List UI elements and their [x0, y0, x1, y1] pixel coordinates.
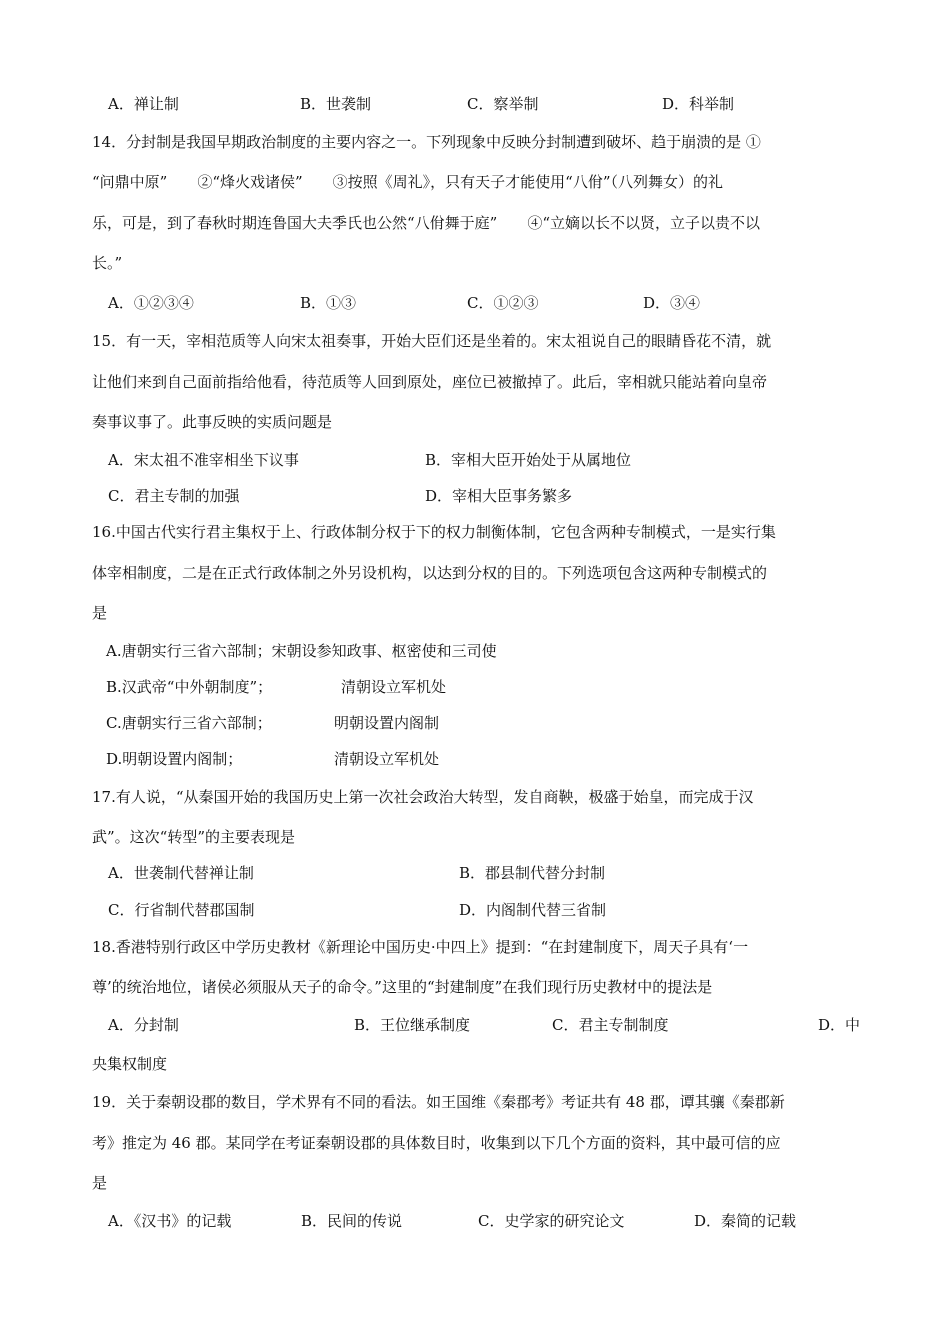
- q16-option-a: A.唐朝实行三省六部制；宋朝设参知政事、枢密使和三司使: [106, 642, 497, 660]
- q14-option-a: A．①②③④: [108, 294, 194, 312]
- q19-option-d: D．秦简的记载: [694, 1212, 797, 1230]
- q18-option-d-continued: 央集权制度: [92, 1055, 168, 1073]
- q15-option-c: C．君主专制的加强: [108, 487, 240, 505]
- q14-option-d: D．③④: [643, 294, 701, 312]
- q18-option-a: A．分封制: [108, 1016, 179, 1034]
- q16-option-b: B.汉武帝“中外朝制度”；: [106, 678, 273, 696]
- q14-stem-line-3: 乐，可是，到了春秋时期连鲁国大夫季氏也公然“八佾舞于庭” ④“立嫡以长不以贤，立子以贵不以: [92, 214, 761, 232]
- q19-stem-line-3: 是: [92, 1174, 108, 1192]
- q16-stem-line-1: 16.中国古代实行君主集权于上、行政体制分权于下的权力制衡体制，它包含两种专制模式，一是实行集: [92, 523, 776, 541]
- q17-option-b: B．郡县制代替分封制: [459, 864, 606, 882]
- q13-option-d: D．科举制: [662, 95, 735, 113]
- q16-stem-line-2: 体宰相制度，二是在正式行政体制之外另设机构，以达到分权的目的。下列选项包含这两种专制模式的: [92, 564, 768, 582]
- q19-option-a: A．《汉书》的记载: [108, 1212, 232, 1230]
- q17-stem-line-1: 17.有人说，“从秦国开始的我国历史上第一次社会政治大转型，发自商鞅，极盛于始皇，而完成于汉: [92, 788, 754, 806]
- q14-stem-line-4: 长。”: [92, 254, 123, 272]
- q16-option-c: C.唐朝实行三省六部制；: [106, 714, 272, 732]
- q14-stem-line-2: “问鼎中原” ②“烽火戏诸侯” ③按照《周礼》，只有天子才能使用“八佾”（八列舞女）的礼: [92, 173, 724, 191]
- q14-option-b: B．①③: [300, 294, 357, 312]
- q16-option-b-part2: 清朝设立军机处: [341, 678, 447, 696]
- q16-option-d: D.明朝设置内阁制；: [106, 750, 243, 768]
- q16-option-d-part2: 清朝设立军机处: [334, 750, 440, 768]
- q17-stem-line-2: 武”。这次“转型”的主要表现是: [92, 828, 296, 846]
- q13-option-c: C．察举制: [467, 95, 539, 113]
- q16-option-c-part2: 明朝设置内阁制: [334, 714, 440, 732]
- q18-option-b: B．王位继承制度: [354, 1016, 471, 1034]
- q17-option-c: C．行省制代替郡国制: [108, 901, 255, 919]
- q15-stem-line-1: 15．有一天，宰相范质等人向宋太祖奏事，开始大臣们还是坐着的。宋太祖说自己的眼睛昏花不清，就: [92, 332, 772, 350]
- q19-option-b: B．民间的传说: [301, 1212, 403, 1230]
- q17-option-a: A．世袭制代替禅让制: [108, 864, 254, 882]
- q19-stem-line-2: 考》推定为 46 郡。某同学在考证秦朝设郡的具体数目时，收集到以下几个方面的资料，其中最可信的应: [92, 1134, 781, 1152]
- q14-option-c: C．①②③: [467, 294, 539, 312]
- q18-option-d: D．中: [818, 1016, 861, 1034]
- q16-stem-line-3: 是: [92, 604, 108, 622]
- q15-stem-line-2: 让他们来到自己面前指给他看，待范质等人回到原处，座位已被撤掉了。此后，宰相就只能站着向皇帝: [92, 373, 768, 391]
- q19-stem-line-1: 19．关于秦朝设郡的数目，学术界有不同的看法。如王国维《秦郡考》考证共有 48 郡，谭其骧《秦郡新: [92, 1093, 785, 1111]
- q15-option-d: D．宰相大臣事务繁多: [425, 487, 573, 505]
- q18-option-c: C．君主专制制度: [552, 1016, 669, 1034]
- q15-option-a: A．宋太祖不准宰相坐下议事: [108, 451, 299, 469]
- q17-option-d: D．内阁制代替三省制: [459, 901, 607, 919]
- q14-stem-line-1: 14．分封制是我国早期政治制度的主要内容之一。下列现象中反映分封制遭到破坏、趋于崩溃的是 ①: [92, 133, 761, 151]
- q15-stem-line-3: 奏事议事了。此事反映的实质问题是: [92, 413, 333, 431]
- q13-option-a: A．禅让制: [108, 95, 179, 113]
- q18-stem-line-1: 18.香港特别行政区中学历史教材《新理论中国历史·中四上》提到：“在封建制度下，周天子具有‘一: [92, 938, 749, 956]
- q19-option-c: C．史学家的研究论文: [478, 1212, 625, 1230]
- q18-stem-line-2: 尊’的统治地位，诸侯必须服从天子的命令。”这里的“封建制度”在我们现行历史教材中的提法是: [92, 978, 713, 996]
- q13-option-b: B．世袭制: [300, 95, 372, 113]
- q15-option-b: B．宰相大臣开始处于从属地位: [425, 451, 632, 469]
